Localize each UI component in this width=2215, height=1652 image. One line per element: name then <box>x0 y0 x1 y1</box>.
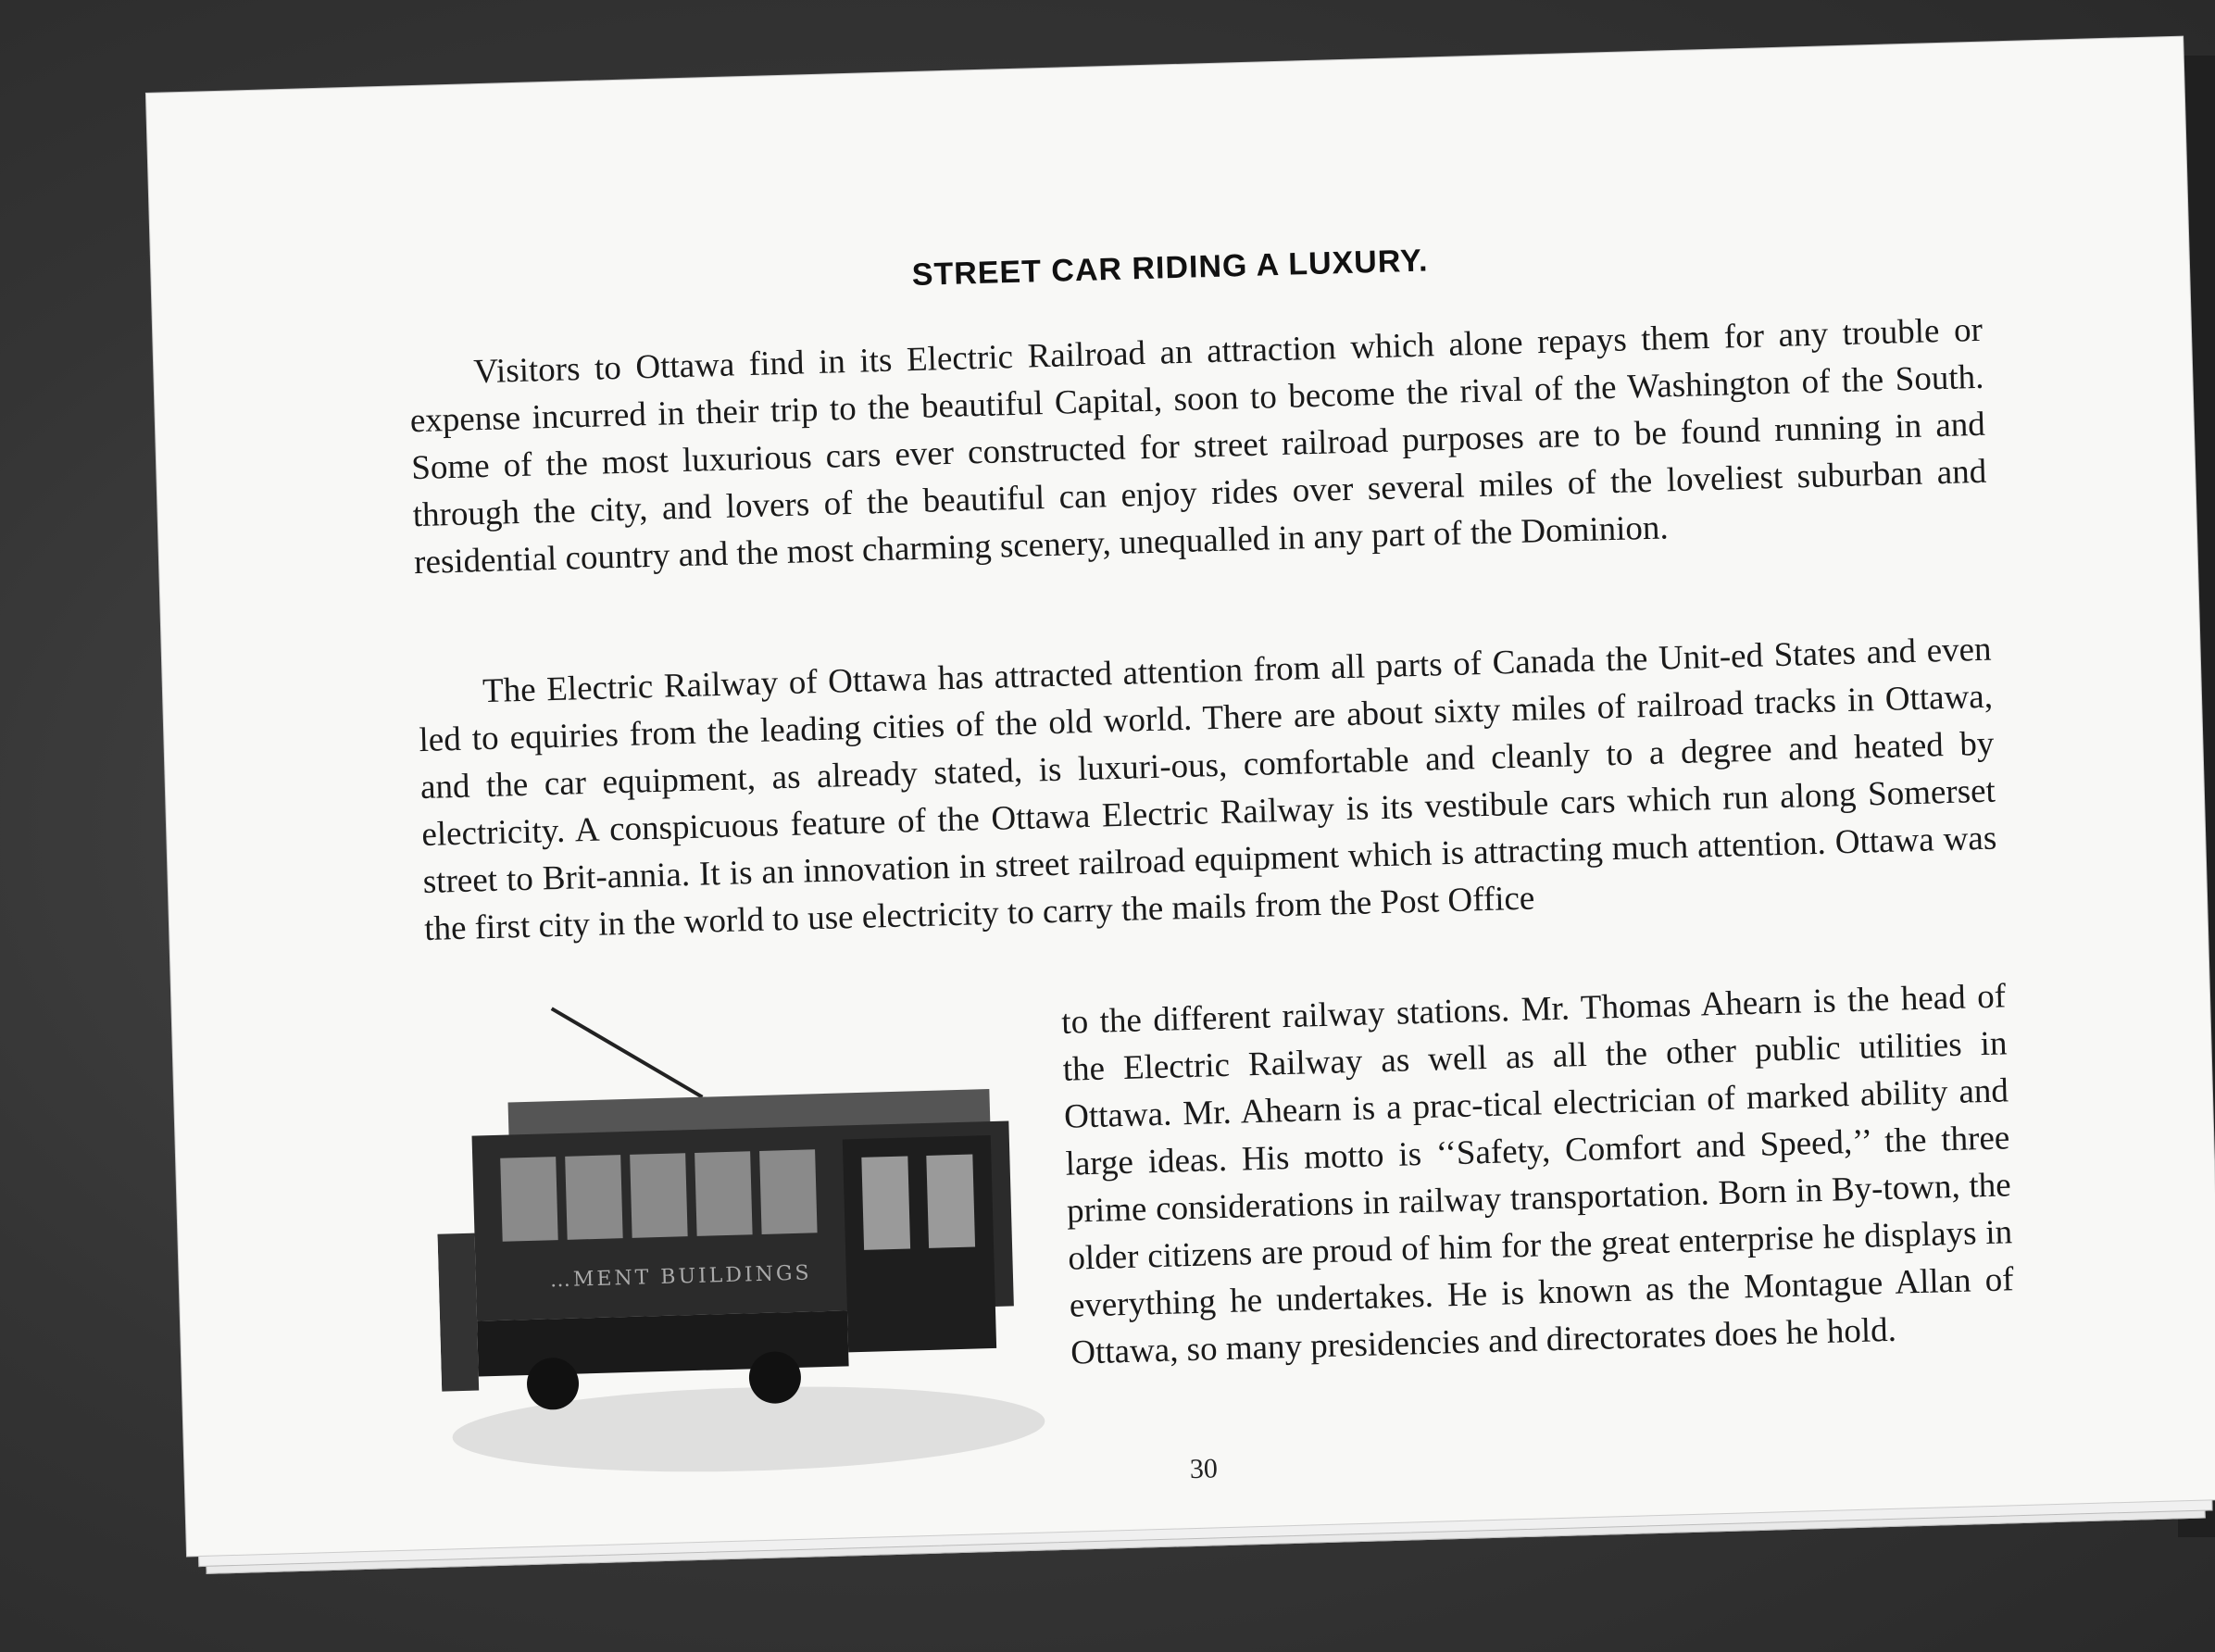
paragraph-electric-railway: The Electric Railway of Ottawa has attracted attention from all parts of Canada the Unit-ed States and even led to equiries from the leading cities of the old world. There are about sixty miles of railroad tracks in Ottawa, and the car equipment, as already stated, is luxuri-ous, comfortable and cleanly to a degree and heated by electricity. A conspicuous feature of the Ottawa Electric Railway is its vestibule cars which run along Somerset street to Brit-annia. It is an innovation in street railroad equipment which is attracting much attention. Ottawa was the first city in the world to use electricity to carry the mails from the Post Office <box>418 630 1997 948</box>
paragraph-visitors: Visitors to Ottawa find in its Electric Railroad an attraction which alone repays them for any trouble or expense incurred in their trip to the beautiful Capital, soon to become the rival of the Washington of the South. Some of the most luxurious cars ever constructed for street railroad purposes are to be found running in and through the city, and lovers of the beautiful can enjoy rides over several miles of the loveliest suburban and residential country and the most charming scenery, unequalled in any part of the Dominion. <box>409 310 1987 582</box>
tram-side-label: …MENT BUILDINGS <box>549 1261 812 1293</box>
book-page <box>146 37 2215 1557</box>
streetcar-illustration <box>431 985 1055 1483</box>
page-number: 30 <box>1189 1453 1219 1485</box>
book-page-stack <box>146 37 2215 1584</box>
paragraph-ahearn: to the different railway stations. Mr. Thomas Ahearn is the head of the Electric Railway as well as all the other public utilities in Ottawa. Mr. Ahearn is a prac-tical electrician of marked ability and large ideas. His motto is ‘‘Safety, Comfort and Speed,’’ the three prime considerations in railway transportation. Born in By-town, the older citizens are proud of him for the great enterprise he displays in everything he undertakes. He is known as the Montague Allan of Ottawa, so many presidencies and directorates does he hold. <box>1060 977 2015 1372</box>
page-title: STREET CAR RIDING A LUXURY. <box>911 243 1429 294</box>
